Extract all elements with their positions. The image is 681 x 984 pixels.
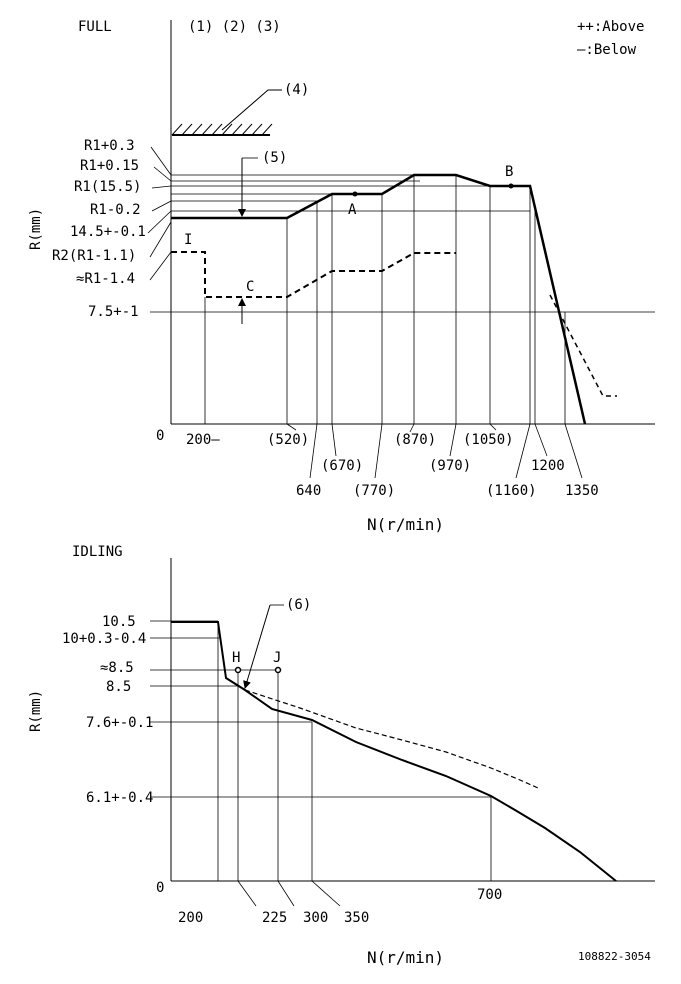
- idling-x-label-350: 350: [344, 910, 370, 926]
- x-label-1160: (1160): [486, 483, 537, 499]
- point-a-label: A: [348, 202, 357, 218]
- x-label-200: 200—: [186, 432, 220, 448]
- idling-x-label-700: 700: [477, 887, 503, 903]
- callout-4: (4): [284, 82, 310, 98]
- full-dashed-tail: [550, 295, 617, 396]
- idling-x-label-300: 300: [303, 910, 329, 926]
- point-c-label: C: [246, 279, 255, 295]
- idling-y-axis-label: R(mm): [28, 689, 44, 732]
- callout-6: (6): [286, 597, 312, 613]
- y-label-r1-plus-0-15: R1+0.15: [80, 158, 140, 174]
- x-label-520: (520): [267, 432, 310, 448]
- legend-below: —:Below: [577, 42, 637, 58]
- idling-y-label-6-1: 6.1+-0.4: [86, 790, 154, 806]
- point-a-marker: [353, 192, 358, 197]
- point-j-marker: [276, 668, 281, 673]
- idling-origin: 0: [156, 880, 165, 896]
- y-label-7-5: 7.5+-1: [88, 304, 139, 320]
- point-h-label: H: [232, 650, 241, 666]
- idling-v-lines: [218, 621, 491, 881]
- x-label-1200: 1200: [531, 458, 565, 474]
- full-dashed-curve: [171, 252, 456, 297]
- point-b-marker: [509, 184, 514, 189]
- point-j-label: J: [273, 650, 282, 666]
- legend-above: ++:Above: [577, 19, 645, 35]
- idling-dashed-curve: [245, 690, 538, 788]
- full-y-labels: [52, 138, 171, 320]
- y-label-approx-r1-1-4: ≈R1-1.4: [76, 271, 136, 287]
- idling-x-axis-label: N(r/min): [367, 948, 445, 967]
- full-title: FULL: [78, 19, 112, 35]
- point-b-label: B: [505, 164, 514, 180]
- x-label-870: (870): [394, 432, 437, 448]
- full-h-lines: [171, 175, 655, 312]
- idling-y-label-10-plus: 10+0.3-0.4: [62, 631, 147, 647]
- idling-x-leaders: [238, 881, 340, 906]
- point-h-marker: [236, 668, 241, 673]
- idling-h-lines: [150, 621, 491, 797]
- full-header-notes: (1) (2) (3): [188, 19, 281, 35]
- y-label-r1-plus-0-3: R1+0.3: [84, 138, 135, 154]
- idling-x-labels: [178, 887, 502, 926]
- x-label-970: (970): [429, 458, 472, 474]
- idling-x-label-225: 225: [262, 910, 288, 926]
- idling-x-label-200: 200: [178, 910, 204, 926]
- idling-y-label-7-6: 7.6+-0.1: [86, 715, 154, 731]
- full-origin: 0: [156, 428, 165, 444]
- x-label-640: 640: [296, 483, 322, 499]
- footer-code: 108822-3054: [578, 950, 651, 963]
- full-x-axis-label: N(r/min): [367, 515, 445, 534]
- x-label-1050: (1050): [463, 432, 514, 448]
- idling-title: IDLING: [72, 544, 123, 560]
- idling-y-label-10-5: 10.5: [102, 614, 136, 630]
- idling-y-labels: [62, 614, 153, 806]
- callout-6-arrow: [245, 605, 270, 688]
- idling-y-label-approx-8-5: ≈8.5: [100, 660, 134, 676]
- full-v-lines: [205, 175, 565, 424]
- y-label-r2: R2(R1-1.1): [52, 248, 137, 264]
- x-label-1350: 1350: [565, 483, 599, 499]
- x-label-670: (670): [321, 458, 364, 474]
- callout-5: (5): [262, 150, 288, 166]
- y-label-r1-minus-0-2: R1-0.2: [90, 202, 141, 218]
- idling-y-label-8-5: 8.5: [106, 679, 132, 695]
- point-i-label: I: [184, 232, 193, 248]
- y-label-14-5: 14.5+-0.1: [70, 224, 146, 240]
- x-label-770: (770): [353, 483, 396, 499]
- y-label-r1-15-5: R1(15.5): [74, 179, 142, 195]
- full-y-axis-label: R(mm): [28, 207, 44, 250]
- full-x-labels: [186, 432, 599, 499]
- full-solid-curve: [171, 175, 585, 424]
